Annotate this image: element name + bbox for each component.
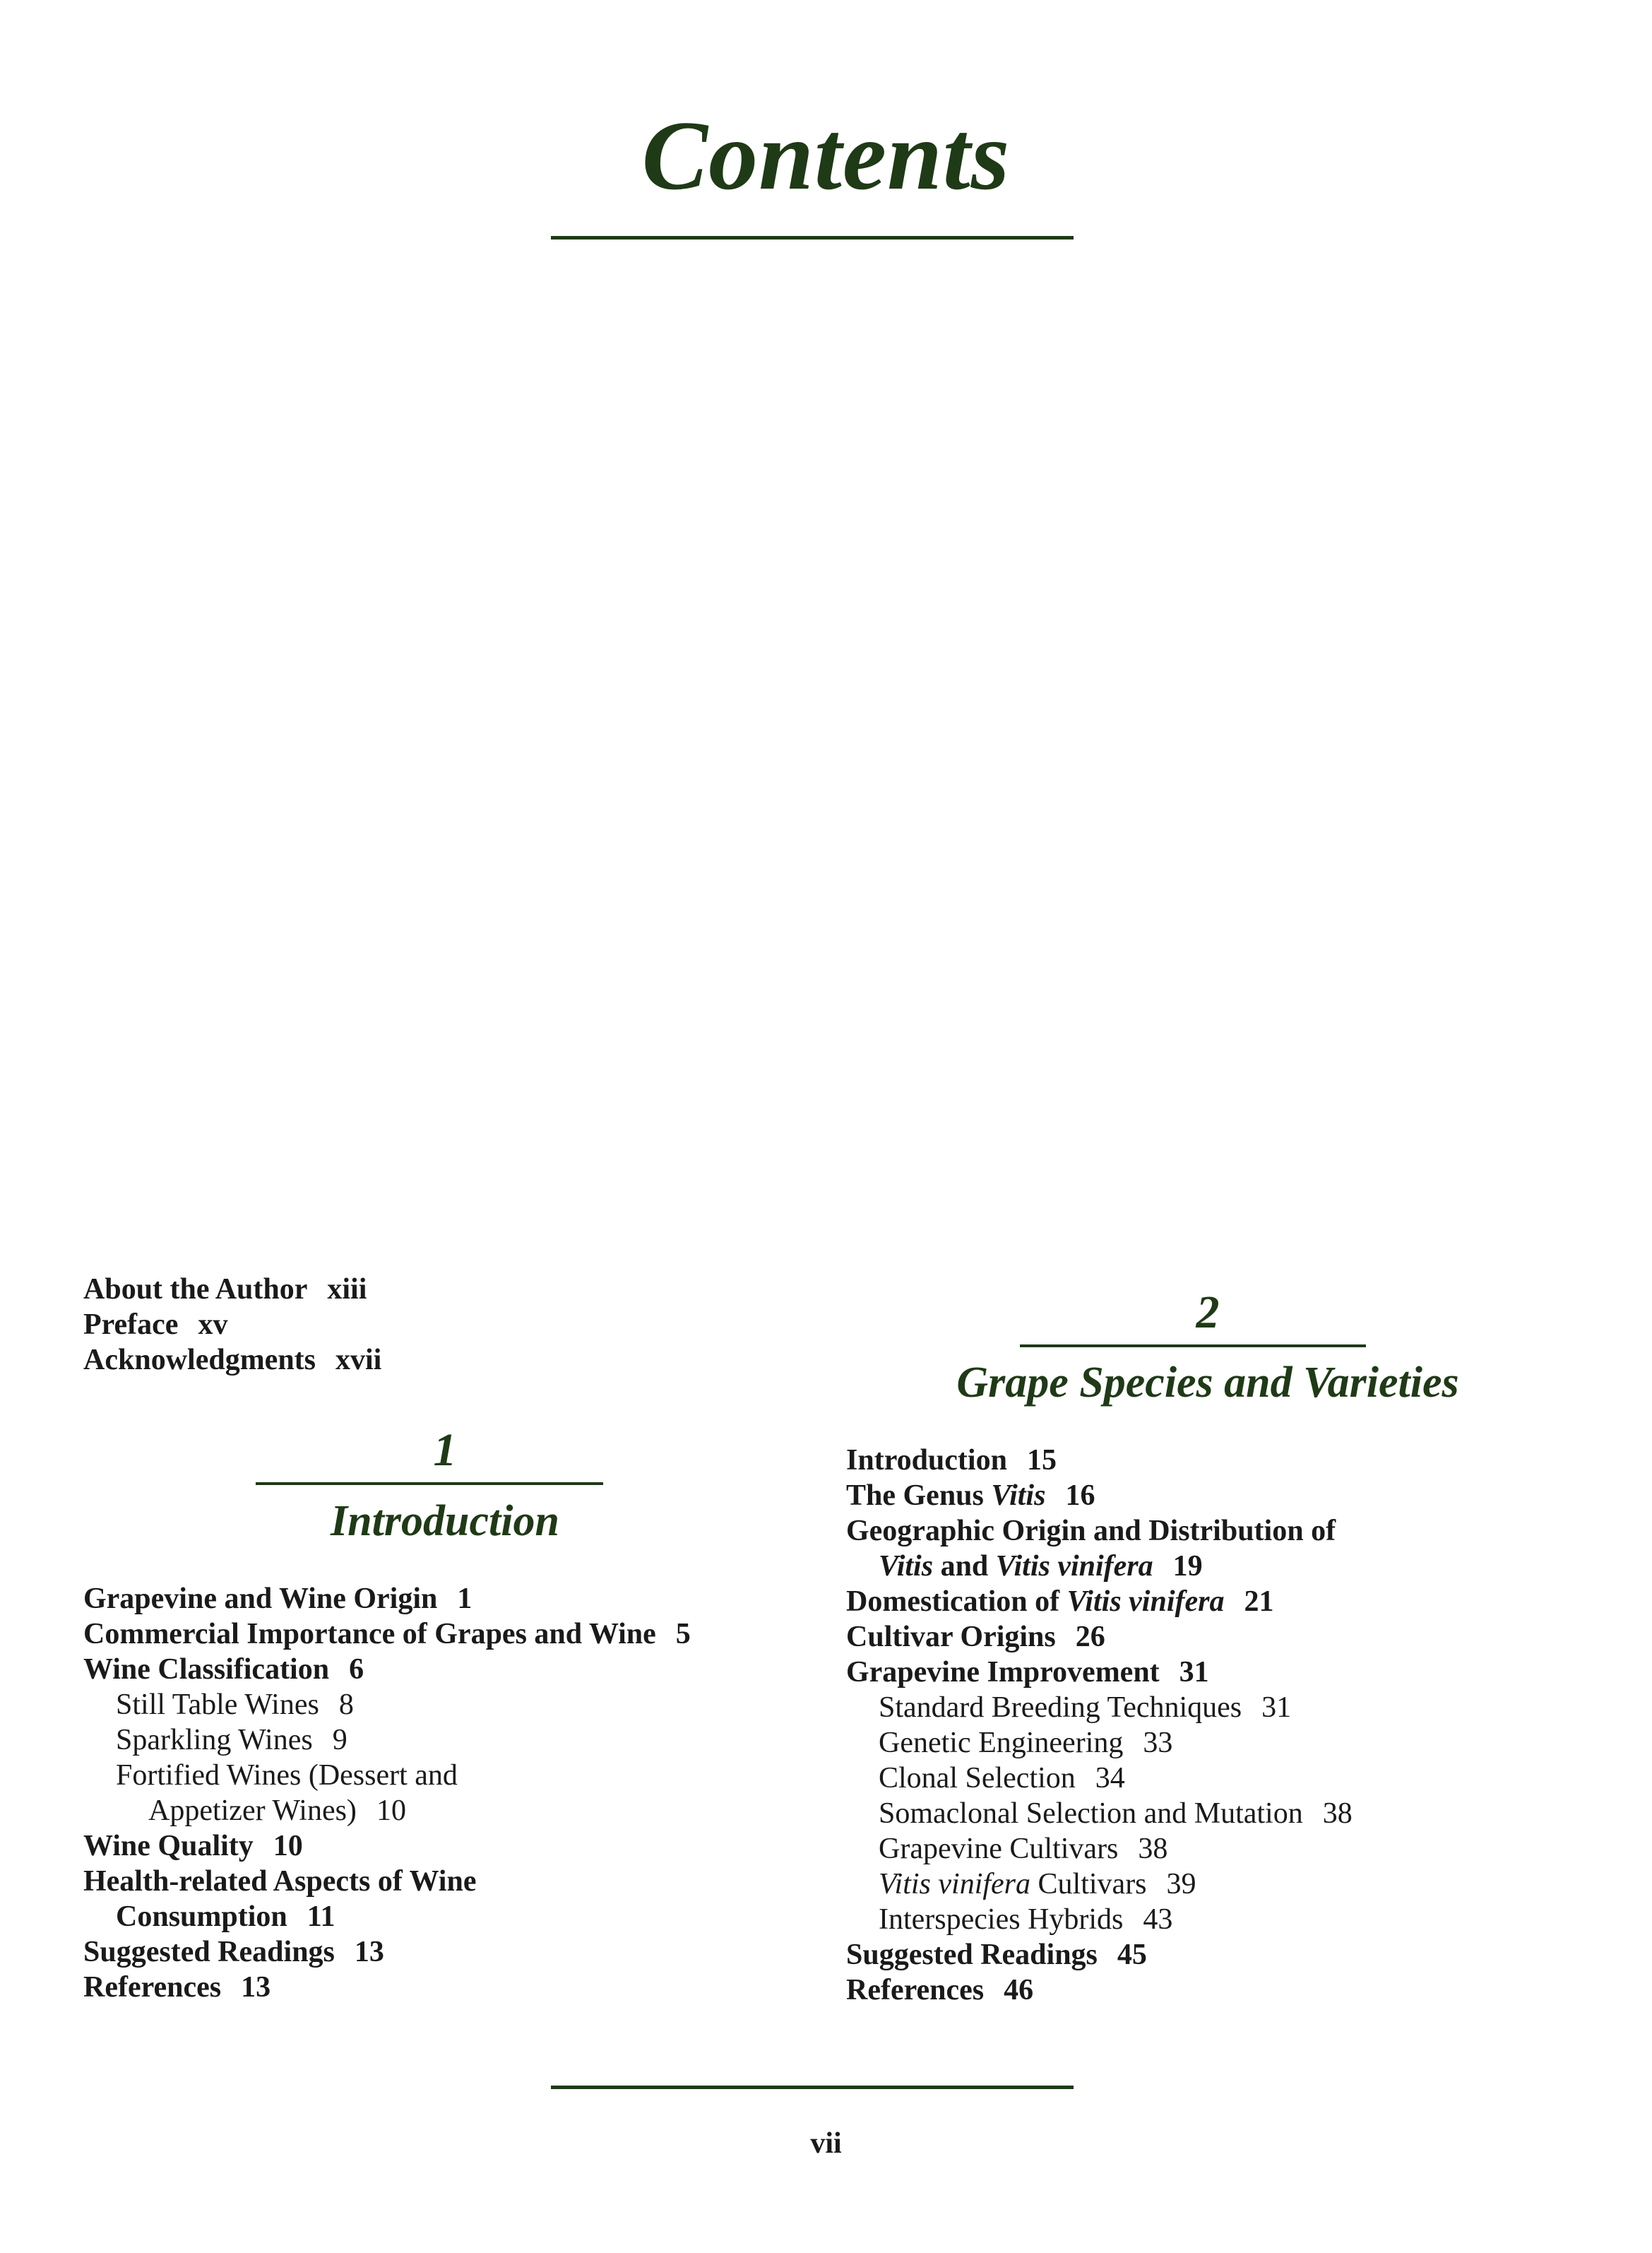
page-number: 13 [354,1936,384,1968]
toc-subentry[interactable]: Fortified Wines (Dessert and [116,1759,458,1792]
page-number: 45 [1117,1939,1147,1971]
chapter-1-entries [83,1581,691,2005]
page-number: 15 [1026,1444,1057,1477]
page-number: 33 [1143,1727,1173,1759]
page-number: 9 [332,1724,347,1756]
toc-entry[interactable]: Cultivar Origins 26 [846,1621,1105,1653]
front-matter-list [83,1272,381,1378]
page-title: Contents [641,101,1011,211]
toc-subentry[interactable]: Genetic Engineering 33 [879,1727,1173,1759]
chapter-2-entries [846,1443,1353,2008]
page-number: 6 [349,1653,364,1686]
page-number: xiii [327,1273,367,1306]
chapter-1-title: Introduction [331,1497,559,1545]
chapter-1-number: 1 [433,1424,457,1476]
toc-entry[interactable]: Suggested Readings 13 [83,1936,384,1968]
toc-subentry[interactable]: Still Table Wines 8 [116,1689,354,1721]
title-rule [551,236,1074,240]
toc-entry[interactable]: Introduction 15 [846,1444,1057,1477]
toc-entry[interactable]: References 13 [83,1971,271,2004]
toc-entry[interactable]: Wine Quality 10 [83,1830,303,1862]
toc-entry-continued[interactable]: Vitis and Vitis vinifera 19 [879,1550,1203,1583]
page-number: 10 [273,1830,303,1862]
page-number: 1 [457,1583,473,1615]
page-number: 11 [307,1900,335,1933]
toc-entry-acknowledgments[interactable]: Acknowledgments xvii [83,1344,382,1376]
toc-entry[interactable]: Grapevine Improvement 31 [846,1656,1209,1689]
toc-subentry[interactable]: Clonal Selection 34 [879,1762,1125,1794]
toc-subentry[interactable]: Sparkling Wines 9 [116,1724,347,1756]
page-folio: vii [810,2127,842,2160]
page-number: 43 [1143,1903,1173,1936]
toc-entry-about-author[interactable]: About the Author xiii [83,1273,367,1306]
toc-entry[interactable]: Commercial Importance of Grapes and Wine 5 [83,1618,691,1650]
page-number: 16 [1065,1479,1095,1512]
page-number: 8 [338,1689,354,1721]
chapter-2-rule [1020,1344,1366,1347]
page-number: xvii [335,1344,382,1376]
page-number: 46 [1004,1974,1034,2006]
page-number: 13 [241,1971,271,2004]
toc-subentry[interactable]: Standard Breeding Techniques 31 [879,1691,1292,1724]
toc-entry-continued[interactable]: Consumption 11 [116,1900,335,1933]
toc-entry[interactable]: References 46 [846,1974,1034,2006]
toc-subentry[interactable]: Grapevine Cultivars 38 [879,1833,1168,1865]
page-number: 34 [1095,1762,1125,1794]
page-number: 31 [1179,1656,1209,1689]
toc-entry[interactable]: Suggested Readings 45 [846,1939,1147,1971]
page-number: 10 [376,1794,406,1827]
page-number: 31 [1261,1691,1292,1724]
toc-entry[interactable]: Wine Classification 6 [83,1653,364,1686]
toc-subentry-continued[interactable]: Appetizer Wines) 10 [148,1794,406,1827]
page-number: 19 [1172,1550,1203,1583]
chapter-2-number: 2 [1196,1287,1220,1338]
toc-entry-preface[interactable]: Preface xv [83,1308,228,1341]
toc-entry[interactable]: Health-related Aspects of Wine [83,1865,477,1898]
toc-entry[interactable]: The Genus Vitis 16 [846,1479,1095,1512]
page-number: xv [198,1308,228,1341]
page-number: 39 [1166,1868,1196,1900]
toc-subentry[interactable]: Vitis vinifera Cultivars 39 [879,1868,1196,1900]
page-number: 21 [1244,1585,1274,1618]
page-number: 5 [675,1618,691,1650]
toc-entry[interactable]: Geographic Origin and Distribution of [846,1515,1336,1547]
page-number: 26 [1075,1621,1105,1653]
footer-rule [551,2086,1074,2089]
toc-subentry[interactable]: Interspecies Hybrids 43 [879,1903,1173,1936]
chapter-2-title: Grape Species and Varieties [956,1359,1459,1407]
chapter-1-rule [256,1482,603,1485]
page-number: 38 [1322,1797,1353,1830]
toc-entry[interactable]: Grapevine and Wine Origin 1 [83,1583,473,1615]
toc-entry[interactable]: Domestication of Vitis vinifera 21 [846,1585,1274,1618]
toc-subentry[interactable]: Somaclonal Selection and Mutation 38 [879,1797,1353,1830]
page-number: 38 [1138,1833,1168,1865]
